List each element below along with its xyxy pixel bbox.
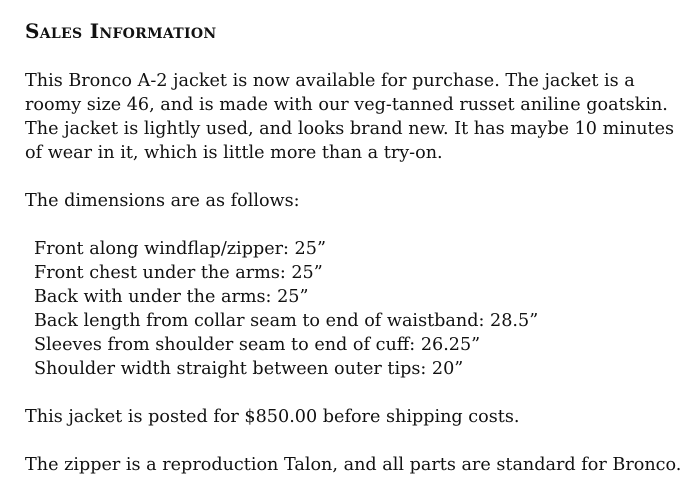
dimension-shoulder-width: Shoulder width straight between outer tips: 20” <box>34 359 464 379</box>
price-paragraph: This jacket is posted for $850.00 before shipping costs. <box>25 407 520 427</box>
dimension-front-chest: Front chest under the arms: 25” <box>34 263 323 283</box>
zipper-paragraph: The zipper is a reproduction Talon, and all parts are standard for Bronco. <box>25 455 682 475</box>
intro-paragraph: This Bronco A-2 jacket is now available for purchase. The jacket is a roomy size 46, and is made with our veg-tanned russet aniline goatskin. The jacket is lightly used, and looks brand new. It has maybe 10 minutes of wear in it, which is little more than a try-on. <box>25 71 675 163</box>
section-heading: Sales Information <box>25 19 217 43</box>
dimension-back-length: Back length from collar seam to end of waistband: 28.5” <box>34 311 539 331</box>
dimension-sleeves: Sleeves from shoulder seam to end of cuff: 26.25” <box>34 335 481 355</box>
sales-information-section <box>25 14 690 477</box>
dimension-back-width: Back with under the arms: 25” <box>34 287 309 307</box>
dimension-front-windflap: Front along windflap/zipper: 25” <box>34 239 326 259</box>
dimensions-lead: The dimensions are as follows: <box>25 191 300 211</box>
dimensions-list <box>34 237 690 381</box>
